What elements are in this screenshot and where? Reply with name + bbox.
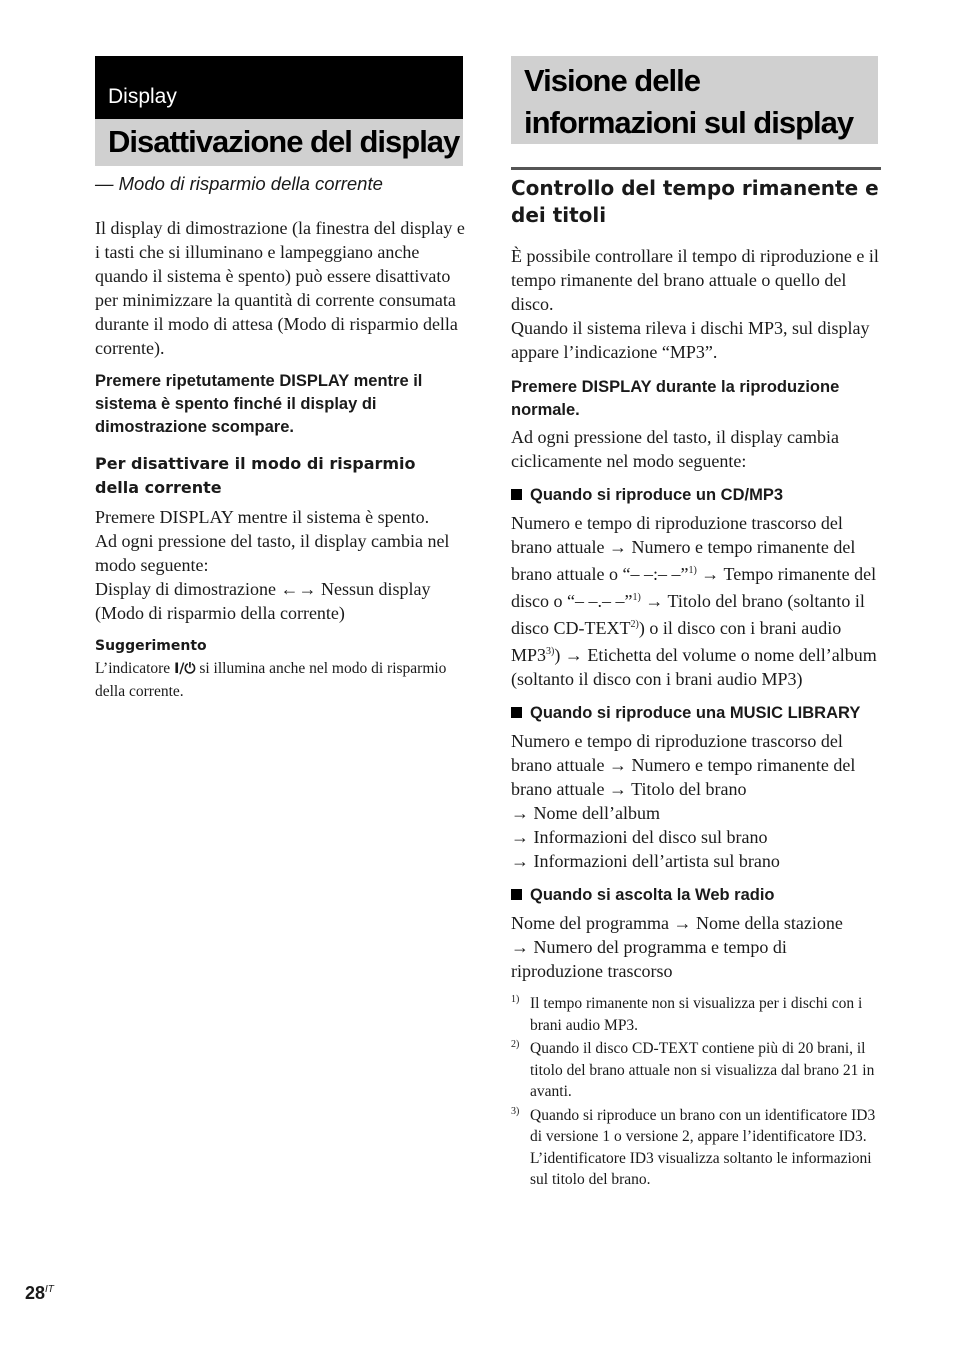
cd-t1: Numero e tempo di riproduzione trascorso del brano attuale — [511, 513, 843, 557]
right-intro-2: Quando il sistema rileva i dischi MP3, sul display appare l’indicazione “MP3”. — [511, 318, 870, 362]
right-intro-1: È possibile controllare il tempo di riproduzione e il tempo rimanente del brano attuale o quello del disco. — [511, 246, 879, 314]
cd-sup-3: 2) — [630, 619, 639, 630]
footnote-3: 3) Quando si riproduce un brano con un identificatore ID3 di versione 1 o versione 2, appare l’identificatore ID3. L’identificatore ID3 visualizza soltanto le informazioni sul titolo del brano. — [511, 1105, 876, 1188]
left-column — [95, 173, 465, 702]
arrow-icon: → — [608, 537, 627, 557]
arrow-icon: → — [701, 564, 720, 584]
tip-text — [95, 658, 465, 702]
page-title-right — [511, 56, 878, 144]
title-right-text: Visione delle informazioni sul display — [524, 63, 854, 140]
arrow-icon: → — [511, 827, 529, 847]
divider — [511, 167, 881, 170]
subheading: Per disattivare il modo di risparmio della corrente — [95, 454, 416, 497]
power-icon: I/⏻ — [174, 661, 196, 677]
cd-heading-text: Quando si riproduce un CD/MP3 — [530, 486, 784, 504]
lib-t4: Nome dell’album — [533, 803, 660, 823]
cd-t5: ) o il disco con i brani audio MP3 — [511, 618, 842, 665]
web-sequence — [511, 911, 883, 983]
square-bullet-icon — [511, 707, 522, 718]
lib-t5: Informazioni del disco sul brano — [533, 827, 768, 847]
tip-heading: Suggerimento — [95, 638, 207, 654]
tip-b: si illumina anche nel modo di risparmio della corrente. — [95, 660, 447, 700]
paragraph-2: Ad ogni pressione del tasto, il display cambia nel modo seguente: — [95, 531, 450, 575]
para3-b: Nessun display (Modo di risparmio della corrente) — [95, 579, 431, 623]
right-column — [511, 175, 883, 1191]
subtitle: — Modo di risparmio della corrente — [95, 173, 383, 194]
cd-heading — [511, 484, 883, 507]
cd-sup-1: 1) — [688, 565, 697, 576]
cd-sup-2: 1) — [632, 592, 641, 603]
footnote-1: 1) Il tempo rimanente non si visualizza per i dischi con i brani audio MP3. — [511, 994, 863, 1034]
cd-t4: Titolo del brano (soltanto il disco CD-TEXT — [511, 591, 865, 638]
arrow-icon: → — [608, 779, 627, 799]
lib-t3: Titolo del brano — [631, 779, 747, 799]
section-label: Display — [108, 85, 177, 108]
web-t3: Numero del programma e tempo di riproduzione trascorso — [511, 937, 787, 981]
web-t1: Nome del programma — [511, 913, 669, 933]
page-number — [25, 1283, 54, 1304]
double-arrow-icon: ←→ — [280, 579, 317, 599]
lib-t2: Numero e tempo rimanente del brano attuale — [511, 755, 856, 799]
lib-t1: Numero e tempo di riproduzione trascorso del brano attuale — [511, 731, 843, 775]
instruction: Premere ripetutamente DISPLAY mentre il sistema è spento finché il display di dimostrazione scompare. — [95, 372, 423, 436]
footnote-2: 2) Quando il disco CD-TEXT contiene più di 20 brani, il titolo del brano attuale non si visualizza dal brano 21 in avanti. — [511, 1039, 875, 1100]
cd-t7: Etichetta del volume o nome dell’album (soltanto il disco con i brani audio MP3) — [511, 645, 877, 689]
right-heading: Controllo del tempo rimanente e dei titoli — [511, 176, 879, 227]
arrow-icon: → — [511, 851, 529, 871]
right-instruction: Premere DISPLAY durante la riproduzione normale. — [511, 378, 840, 419]
paragraph-1: Premere DISPLAY mentre il sistema è spento. — [95, 507, 430, 527]
section-label-bar — [95, 56, 463, 119]
title-left-text: Disattivazione del display — [108, 124, 460, 159]
arrow-icon: → — [645, 591, 664, 611]
arrow-icon: → — [511, 803, 529, 823]
footnotes — [511, 993, 883, 1191]
web-heading — [511, 884, 883, 907]
cd-t6: ) — [554, 645, 561, 665]
page-number-suffix: IT — [45, 1284, 54, 1295]
cd-t3: Tempo rimanente del disco o “– –.– –” — [511, 564, 877, 611]
intro-paragraph: Il display di dimostrazione (la finestra del display e i tasti che si illuminano e lampeggiano anche quando il sistema è spento) può essere disattivato per minimizzare la quantità di corrente consumata durante il modo di attesa (Modo di risparmio della corrente). — [95, 218, 465, 358]
web-t2: Nome della stazione — [695, 913, 843, 933]
square-bullet-icon — [511, 489, 522, 500]
para3-a: Display di dimostrazione — [95, 579, 276, 599]
library-sequence — [511, 729, 883, 873]
lib-t6: Informazioni dell’artista sul brano — [533, 851, 780, 871]
page-title-left — [95, 119, 463, 166]
arrow-icon: → — [608, 755, 627, 775]
paragraph-3 — [95, 577, 465, 625]
web-heading-text: Quando si ascolta la Web radio — [530, 886, 775, 904]
arrow-icon: → — [673, 913, 692, 933]
cd-sequence — [511, 511, 883, 691]
cd-t2: Numero e tempo rimanente del brano attuale o “– –:– –” — [511, 537, 856, 584]
cd-sup-4: 3) — [546, 646, 555, 657]
library-heading-text: Quando si riproduce una MUSIC LIBRARY — [530, 704, 861, 722]
square-bullet-icon — [511, 889, 522, 900]
arrow-icon: → — [511, 937, 529, 957]
arrow-icon: → — [564, 645, 583, 665]
library-heading — [511, 702, 883, 725]
tip-a: L’indicatore — [95, 660, 171, 677]
page-number-value: 28 — [25, 1283, 46, 1303]
cycle-text: Ad ogni pressione del tasto, il display cambia ciclicamente nel modo seguente: — [511, 427, 839, 471]
